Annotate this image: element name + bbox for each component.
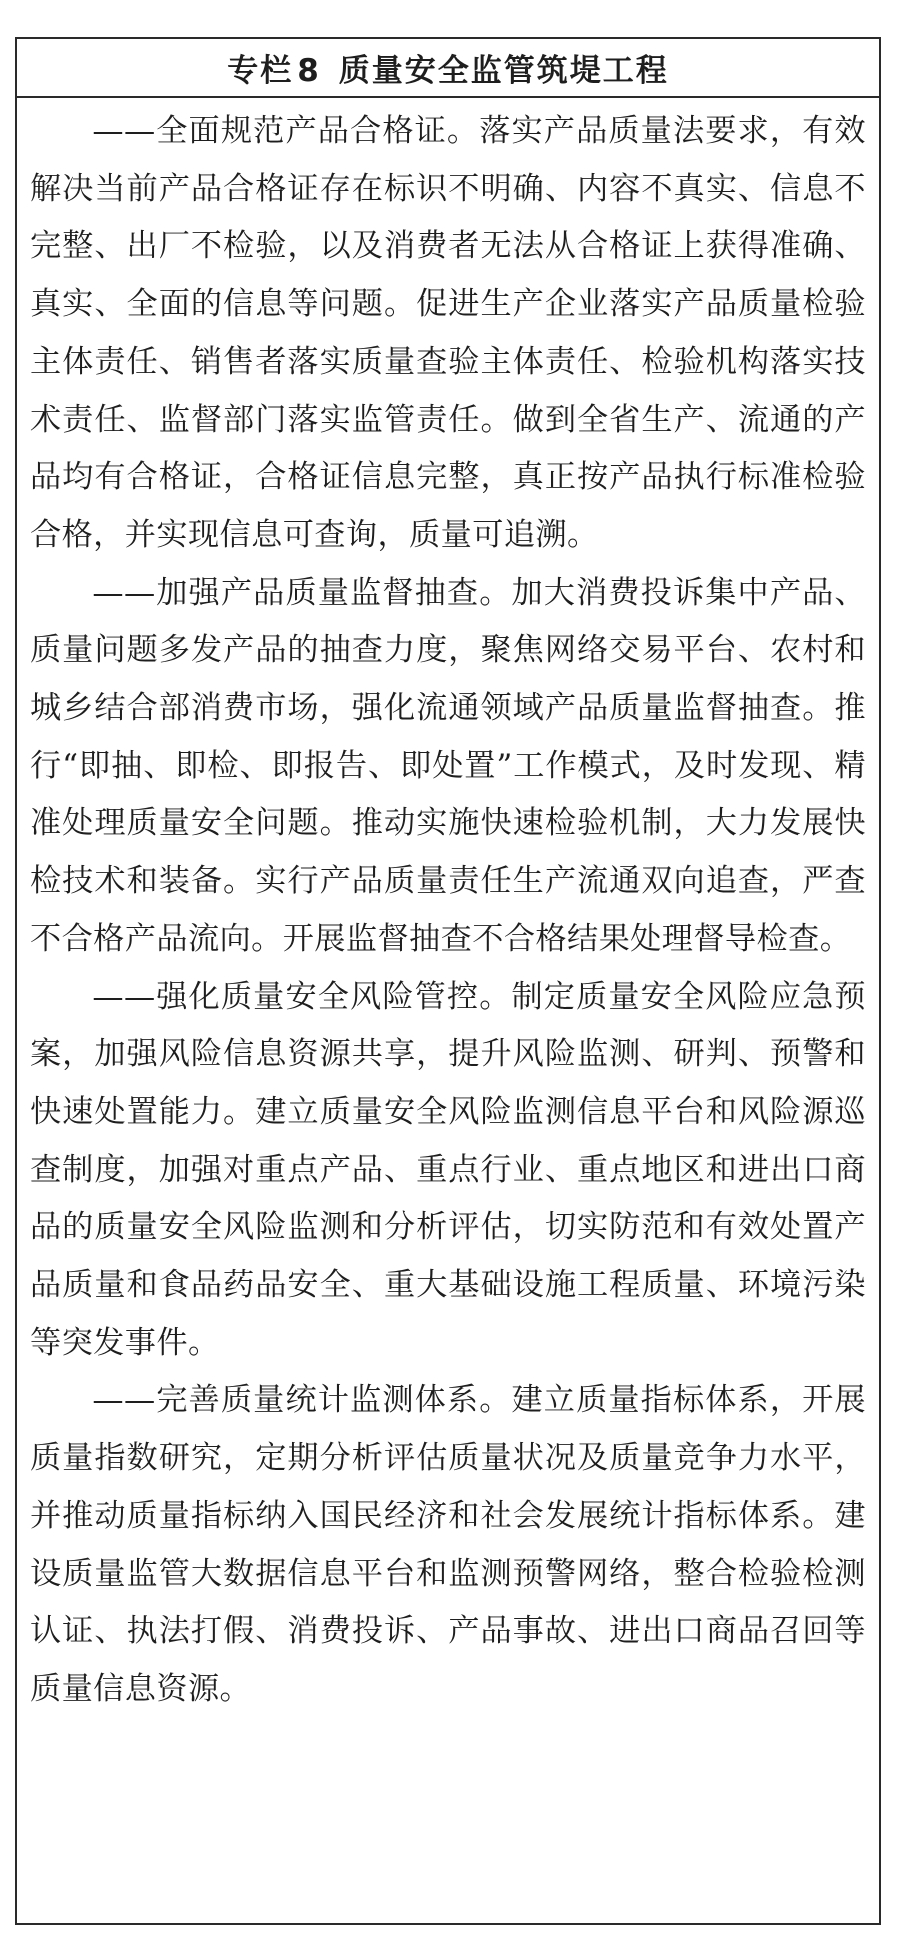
- paragraph-risk-control: ——强化质量安全风险管控。制定质量安全风险应急预案，加强风险信息资源共享，提升风险监测、研判、预警和快速处置能力。建立质量安全风险监测信息平台和风险源巡查制度，加强对重点产品、重点行业、重点地区和进出口商品的质量安全风险监测和分析评估，切实防范和有效处置产品质量和食品药品安全、重大基础设施工程质量、环境污染等突发事件。: [30, 978, 866, 1361]
- column-body: [17, 98, 879, 1719]
- column-box: [15, 37, 881, 1925]
- paragraph-statistics-monitoring: ——完善质量统计监测体系。建立质量指标体系，开展质量指数研究，定期分析评估质量状况及质量竞争力水平，并推动质量指标纳入国民经济和社会发展统计指标体系。建设质量监管大数据信息平台和监测预警网络，整合检验检测认证、执法打假、消费投诉、产品事故、进出口商品召回等质量信息资源。: [30, 1382, 866, 1707]
- column-title-text: 质量安全监管筑堤工程: [338, 53, 669, 89]
- column-label: 专栏: [227, 53, 294, 89]
- column-number: 8: [297, 53, 321, 89]
- column-header: [17, 39, 879, 98]
- paragraph-product-certificate: ——全面规范产品合格证。落实产品质量法要求，有效解决当前产品合格证存在标识不明确、内容不真实、信息不完整、出厂不检验，以及消费者无法从合格证上获得准确、真实、全面的信息等问题。促进生产企业落实产品质量检验主体责任、销售者落实质量查验主体责任、检验机构落实技术责任、监督部门落实监管责任。做到全省生产、流通的产品均有合格证，合格证信息完整，真正按产品执行标准检验合格，并实现信息可查询，质量可追溯。: [30, 113, 866, 553]
- column-title: [227, 45, 669, 90]
- paragraph-quality-spot-check: ——加强产品质量监督抽查。加大消费投诉集中产品、质量问题多发产品的抽查力度，聚焦网络交易平台、农村和城乡结合部消费市场，强化流通领域产品质量监督抽查。推行“即抽、即检、即报告、即处置”工作模式，及时发现、精准处理质量安全问题。推动实施快速检验机制，大力发展快检技术和装备。实行产品质量责任生产流通双向追查，严查不合格产品流向。开展监督抽查不合格结果处理督导检查。: [30, 574, 866, 957]
